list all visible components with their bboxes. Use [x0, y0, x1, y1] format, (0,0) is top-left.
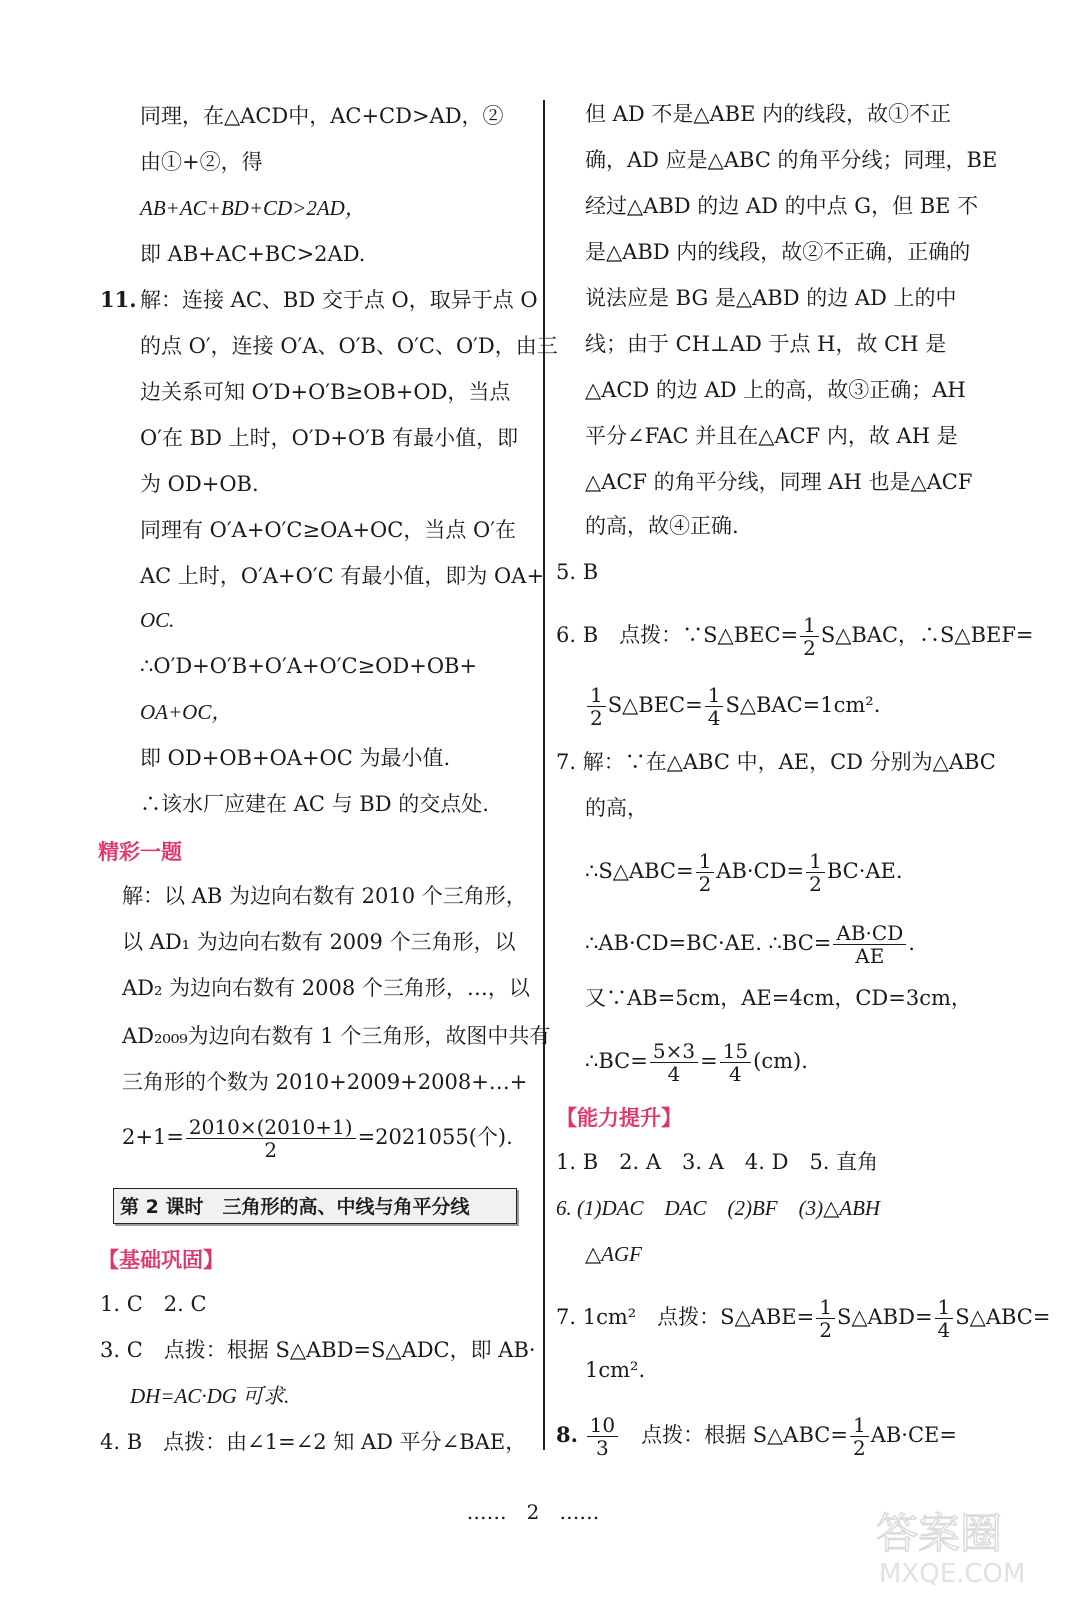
answer-line: 4. B 点拨：由∠1=∠2 知 AD 平分∠BAE， — [100, 1430, 527, 1454]
fraction — [833, 922, 906, 967]
answer-line: △AGF — [585, 1242, 642, 1266]
text-line: OC. — [140, 608, 175, 632]
answer-line: 3. C 点拨：根据 S△ABD=S△ADC，即 AB· — [100, 1338, 536, 1362]
answer-line — [556, 614, 1034, 659]
fraction — [720, 1040, 751, 1085]
fraction — [705, 684, 724, 729]
text-line: O′在 BD 上时，O′D+O′B 有最小值，即 — [140, 426, 519, 450]
text-line: 的高，故④正确. — [585, 514, 739, 538]
answer-line: 6. (1)DAC DAC (2)BF (3)△ABH — [556, 1196, 881, 1220]
numerator: 2010×(2010+1) — [186, 1116, 356, 1139]
column-divider — [543, 100, 545, 1450]
text-line: ∴该水厂应建在 AC 与 BD 的交点处. — [140, 792, 489, 816]
text-line: 解：以 AB 为边向右数有 2010 个三角形， — [122, 884, 527, 908]
fraction — [696, 850, 715, 895]
answer-line: 5. B — [556, 560, 599, 584]
text-line: 边关系可知 O′D+O′B≥OB+OD，当点 — [140, 380, 511, 404]
text-line: 为 OD+OB. — [140, 472, 259, 496]
lesson-title-box: 第 2 课时 三角形的高、中线与角平分线 — [113, 1188, 517, 1224]
fraction — [650, 1040, 698, 1085]
denominator: 4 — [707, 706, 721, 730]
denominator: 2 — [803, 636, 816, 660]
numerator: 1 — [935, 1296, 954, 1319]
text-line: AC 上时，O′A+O′C 有最小值，即为 OA+ — [140, 564, 545, 588]
denominator: 2 — [852, 1436, 866, 1460]
text-line: 的点 O′，连接 O′A、O′B、O′C、O′D，由三 — [140, 334, 558, 358]
watermark-logo — [871, 1500, 1046, 1590]
numerator: 1 — [850, 1414, 869, 1437]
numerator: AB·CD — [833, 922, 906, 945]
fraction — [850, 1414, 869, 1459]
formula-text: = — [700, 1049, 718, 1073]
numerator: 5×3 — [650, 1040, 698, 1063]
denominator: AE — [855, 944, 885, 968]
formula-text: ∴S△ABC= — [585, 859, 694, 883]
formula-text: 点拨：根据 S△ABC= — [641, 1423, 848, 1447]
formula-line — [122, 1116, 513, 1161]
text-line: 线；由于 CH⊥AD 于点 H，故 CH 是 — [585, 332, 947, 356]
answer-line: 1. C 2. C — [100, 1292, 207, 1316]
denominator: 2 — [809, 872, 822, 896]
answer-line: 7. 解：∵在△ABC 中，AE，CD 分别为△ABC — [556, 750, 996, 774]
question-number: 8. — [556, 1422, 578, 1447]
text-line: 以 AD₁ 为边向右数有 2009 个三角形，以 — [122, 930, 516, 954]
text-line: 即 OD+OB+OA+OC 为最小值. — [140, 746, 451, 770]
formula-line — [585, 1040, 808, 1085]
text-line: 即 AB+AC+BC>2AD. — [140, 242, 366, 266]
text-line: ∴O′D+O′B+O′A+O′C≥OD+OB+ — [140, 654, 478, 678]
fraction — [587, 684, 606, 729]
watermark-text: 答案圈 — [876, 1509, 1003, 1558]
formula-text: S△ABC= — [955, 1305, 1051, 1329]
section-title-jichu: 【基础巩固】 — [98, 1248, 224, 1272]
formula-text: 2+1= — [122, 1125, 184, 1149]
fraction — [816, 1296, 835, 1341]
fraction — [935, 1296, 954, 1341]
text-line: 但 AD 不是△ABE 内的线段，故①不正 — [585, 102, 952, 126]
formula-text: . — [908, 931, 915, 955]
denominator: 4 — [729, 1062, 742, 1086]
formula-line — [585, 922, 915, 967]
formula-text: (cm). — [753, 1049, 808, 1073]
text-line: 同理有 O′A+O′C≥OA+OC，当点 O′在 — [140, 518, 516, 542]
answer-line — [585, 684, 880, 729]
answer-line: 的高， — [585, 796, 648, 820]
question-number: 11. — [100, 287, 137, 312]
denominator: 2 — [264, 1138, 278, 1162]
text-line: 平分∠FAC 并且在△ACF 内，故 AH 是 — [585, 424, 958, 448]
denominator: 4 — [667, 1062, 681, 1086]
answer-line: 1. B 2. A 3. A 4. D 5. 直角 — [556, 1150, 879, 1174]
numerator: 10 — [587, 1414, 618, 1437]
formula-text: AB·CD= — [716, 859, 805, 883]
text-line: 确，AD 应是△ABC 的角平分线；同理，BE — [585, 148, 998, 172]
denominator: 4 — [937, 1318, 951, 1342]
text-line: AD₂₀₀₉为边向右数有 1 个三角形，故图中共有 — [122, 1024, 551, 1048]
denominator: 2 — [590, 706, 603, 730]
page-number: …… 2 …… — [466, 1500, 600, 1524]
numerator: 1 — [816, 1296, 835, 1319]
answer-line: 又∵AB=5cm，AE=4cm，CD=3cm， — [585, 986, 972, 1010]
formula-text: ∴AB·CD=BC·AE. ∴BC= — [585, 931, 832, 955]
denominator: 2 — [819, 1318, 832, 1342]
text-line: 是△ABD 内的线段，故②不正确，正确的 — [585, 240, 971, 264]
fraction — [587, 1414, 618, 1459]
section-title-jingcai: 精彩一题 — [98, 840, 182, 864]
text-line: 同理，在△ACD中，AC+CD>AD，② — [140, 104, 504, 128]
fraction — [186, 1116, 356, 1161]
formula-text: S△BAC=1cm². — [725, 693, 881, 717]
fraction — [806, 850, 825, 895]
text-line: AB+AC+BD+CD>2AD， — [140, 196, 366, 220]
text-line: AD₂ 为边向右数有 2008 个三角形，…，以 — [122, 976, 530, 1000]
numerator: 15 — [720, 1040, 751, 1063]
fraction — [800, 614, 819, 659]
numerator: 1 — [800, 614, 819, 637]
formula-text: 6. B 点拨：∵S△BEC= — [556, 623, 799, 647]
formula-text: S△ABD= — [836, 1305, 933, 1329]
numerator: 1 — [806, 850, 825, 873]
formula-text: ∴BC= — [585, 1049, 648, 1073]
text-line: 经过△ABD 的边 AD 的中点 G，但 BE 不 — [585, 194, 979, 218]
denominator: 2 — [698, 872, 712, 896]
formula-text: AB·CE= — [870, 1423, 957, 1447]
text-line: 由①+②，得 — [140, 150, 263, 174]
formula-text: S△BEC= — [607, 693, 703, 717]
numerator: 1 — [587, 684, 606, 707]
formula-text: BC·AE. — [826, 859, 903, 883]
formula-text: =2021055(个). — [357, 1125, 513, 1149]
numerator: 1 — [696, 850, 715, 873]
formula-text: S△BAC，∴S△BEF= — [820, 623, 1034, 647]
formula-text: 7. 1cm² 点拨：S△ABE= — [556, 1305, 815, 1329]
numerator: 1 — [705, 684, 724, 707]
formula-line — [585, 850, 903, 895]
watermark-url: MXQE.COM — [879, 1559, 1026, 1589]
text-line: OA+OC， — [140, 700, 233, 724]
answer-line — [556, 1414, 957, 1459]
text-line: 解：连接 AC、BD 交于点 O，取异于点 O — [140, 288, 538, 312]
section-title-nengli: 【能力提升】 — [556, 1106, 682, 1130]
text-line: 说法应是 BG 是△ABD 的边 AD 上的中 — [585, 286, 957, 310]
text-line: 三角形的个数为 2010+2009+2008+…+ — [122, 1070, 528, 1094]
text-line: △ACF 的角平分线，同理 AH 也是△ACF — [585, 470, 973, 494]
text-line: △ACD 的边 AD 上的高，故③正确；AH — [585, 378, 966, 402]
denominator: 3 — [595, 1436, 609, 1460]
answer-line: DH=AC·DG 可求. — [130, 1384, 290, 1408]
answer-line — [556, 1296, 1050, 1341]
answer-line: 1cm². — [585, 1358, 646, 1382]
